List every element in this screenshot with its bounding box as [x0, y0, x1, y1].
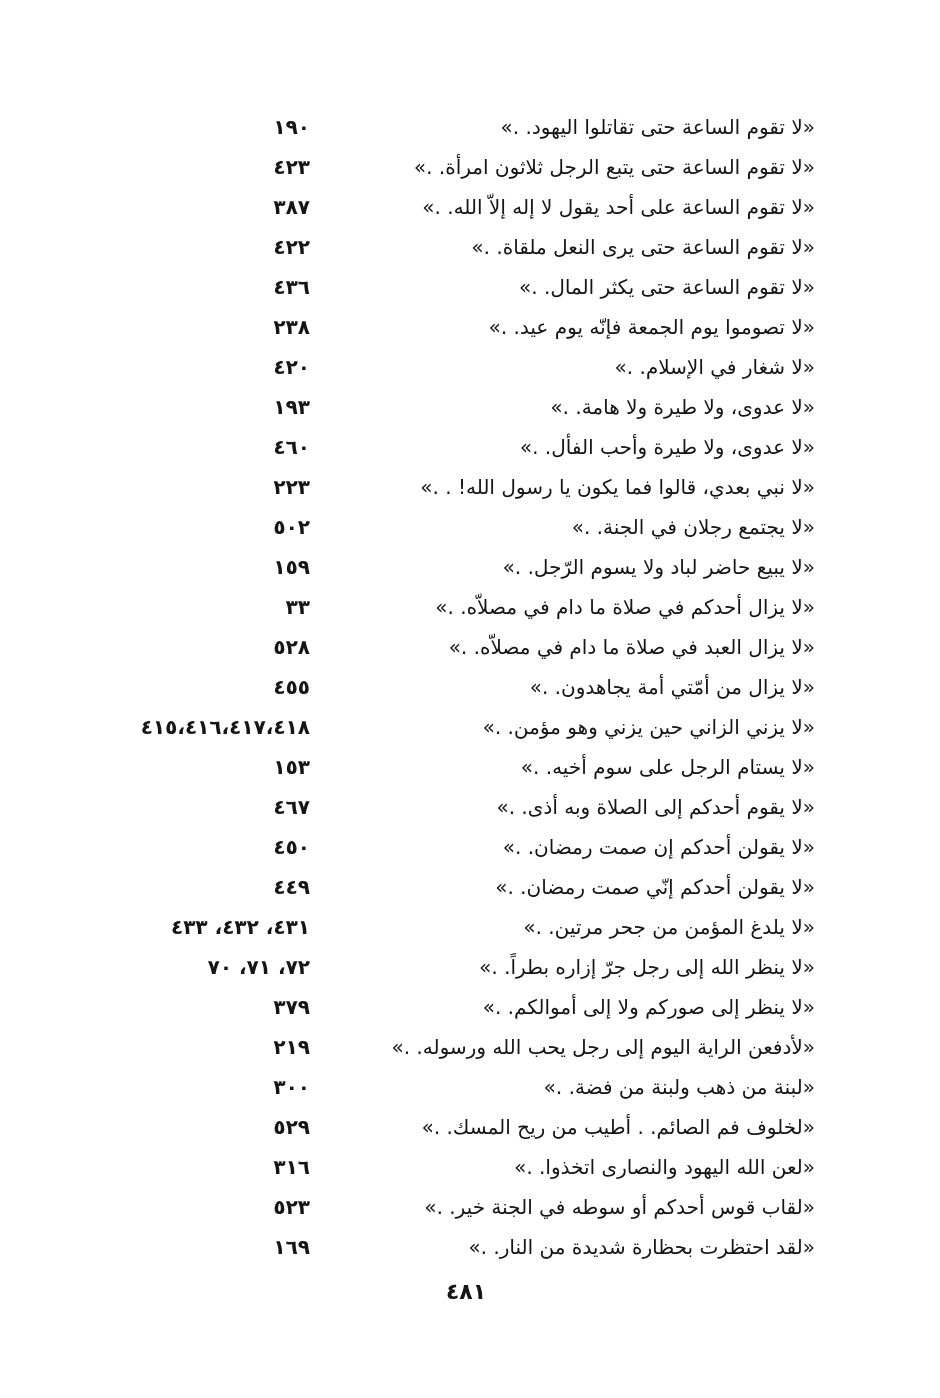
index-row — [0, 747, 940, 787]
page-references: ٤٢٢ — [273, 235, 310, 259]
index-row — [0, 1227, 940, 1267]
page-references: ١٥٩ — [273, 555, 310, 579]
hadith-text: «لا يستام الرجل على سوم أخيه. .» — [520, 755, 815, 779]
index-row — [0, 907, 940, 947]
hadith-text: «لا عدوى، ولا طيرة وأحب الفأل. .» — [519, 435, 815, 459]
index-row — [0, 587, 940, 627]
page-references: ٤٥٥ — [273, 675, 310, 699]
page-references: ٤٦٧ — [273, 795, 310, 819]
page-references: ١٥٣ — [273, 755, 310, 779]
page-references: ٣٣ — [285, 595, 310, 619]
page-references: ٥٢٨ — [273, 635, 310, 659]
hadith-text: «لا تقوم الساعة حتى يتبع الرجل ثلاثون امرأة. .» — [413, 155, 815, 179]
page-references: ٧٢، ٧١، ٧٠ — [207, 955, 310, 979]
index-row — [0, 147, 940, 187]
hadith-text: «لا تقوم الساعة على أحد يقول لا إله إلاّ الله. .» — [422, 195, 815, 219]
index-row — [0, 307, 940, 347]
page-references: ٢١٩ — [273, 1035, 310, 1059]
index-row — [0, 507, 940, 547]
hadith-text: «لا تقوم الساعة حتى يكثر المال. .» — [519, 275, 815, 299]
hadith-text: «لا تصوموا يوم الجمعة فإنّه يوم عيد. .» — [488, 315, 815, 339]
page-references: ٥٢٩ — [273, 1115, 310, 1139]
index-row — [0, 707, 940, 747]
page-references: ٣١٦ — [273, 1155, 310, 1179]
page-references: ٣٠٠ — [273, 1075, 310, 1099]
index-row — [0, 1067, 940, 1107]
index-row — [0, 467, 940, 507]
page-references: ٣٨٧ — [273, 195, 310, 219]
page-references: ٤٢٠ — [273, 355, 310, 379]
index-row — [0, 1027, 940, 1067]
page-references: ٢٣٨ — [273, 315, 310, 339]
hadith-text: «لا يلدغ المؤمن من جحر مرتين. .» — [523, 915, 815, 939]
hadith-text: «لا يبيع حاضر لباد ولا يسوم الرّجل. .» — [502, 555, 815, 579]
hadith-text: «لا يزال أحدكم في صلاة ما دام في مصلاّه. .» — [435, 595, 815, 619]
page-references: ٤٤٩ — [273, 875, 310, 899]
page-references: ٤٦٠ — [273, 435, 310, 459]
index-row — [0, 1187, 940, 1227]
hadith-text: «لا ينظر الله إلى رجل جرّ إزاره بطراً. .» — [479, 955, 815, 979]
hadith-text: «لعن الله اليهود والنصارى اتخذوا. .» — [514, 1155, 815, 1179]
page-references: ٤١٥،٤١٦،٤١٧،٤١٨ — [140, 715, 310, 739]
index-row — [0, 187, 940, 227]
index-row — [0, 547, 940, 587]
hadith-text: «لا تقوم الساعة حتى يرى النعل ملقاة. .» — [471, 235, 815, 259]
page-references: ٣٧٩ — [273, 995, 310, 1019]
index-row — [0, 827, 940, 867]
hadith-text: «لا تقوم الساعة حتى تقاتلوا اليهود. .» — [500, 115, 815, 139]
index-row — [0, 267, 940, 307]
index-row — [0, 427, 940, 467]
page-references: ٤٢٣ — [273, 155, 310, 179]
hadith-text: «لا يزني الزاني حين يزني وهو مؤمن. .» — [482, 715, 815, 739]
page-references: ٤٥٠ — [273, 835, 310, 859]
index-row — [0, 627, 940, 667]
page-references: ٤٣٦ — [273, 275, 310, 299]
index-row — [0, 787, 940, 827]
page-references: ٢٢٣ — [273, 475, 310, 499]
page-references: ١٩٣ — [273, 395, 310, 419]
hadith-text: «لا ينظر إلى صوركم ولا إلى أموالكم. .» — [482, 995, 815, 1019]
page-references: ٤٣١، ٤٣٢، ٤٣٣ — [171, 915, 310, 939]
hadith-text: «لأدفعن الراية اليوم إلى رجل يحب الله ورسوله. .» — [391, 1035, 815, 1059]
page-references: ١٩٠ — [273, 115, 310, 139]
hadith-text: «لا يقولن أحدكم إن صمت رمضان. .» — [502, 835, 815, 859]
index-row — [0, 1147, 940, 1187]
index-row — [0, 227, 940, 267]
hadith-text: «لقاب قوس أحدكم أو سوطه في الجنة خير. .» — [424, 1195, 815, 1219]
page-references: ٥٢٣ — [273, 1195, 310, 1219]
page-references: ١٦٩ — [273, 1235, 310, 1259]
index-row — [0, 107, 940, 147]
page-references: ٥٠٢ — [273, 515, 310, 539]
page-number: ٤٨١ — [445, 1280, 487, 1305]
hadith-index-list — [0, 107, 940, 1267]
index-row — [0, 1107, 940, 1147]
index-row — [0, 347, 940, 387]
hadith-text: «لبنة من ذهب ولبنة من فضة. .» — [543, 1075, 815, 1099]
hadith-text: «لا يقولن أحدكم إنّي صمت رمضان. .» — [495, 875, 815, 899]
hadith-text: «لا يزال العبد في صلاة ما دام في مصلاّه. .» — [448, 635, 815, 659]
hadith-text: «لا عدوى، ولا طيرة ولا هامة. .» — [550, 395, 815, 419]
hadith-text: «لقد احتظرت بحظارة شديدة من النار. .» — [468, 1235, 815, 1259]
index-row — [0, 387, 940, 427]
hadith-text: «لا شغار في الإسلام. .» — [614, 355, 815, 379]
index-row — [0, 667, 940, 707]
index-row — [0, 947, 940, 987]
hadith-text: «لا يجتمع رجلان في الجنة. .» — [571, 515, 815, 539]
index-row — [0, 867, 940, 907]
hadith-text: «لا يقوم أحدكم إلى الصلاة وبه أذى. .» — [496, 795, 815, 819]
hadith-text: «لا يزال من أمّتي أمة يجاهدون. .» — [529, 675, 815, 699]
index-row — [0, 987, 940, 1027]
hadith-text: «لخلوف فم الصائم. . أطيب من ريح المسك. .» — [421, 1115, 815, 1139]
hadith-text: «لا نبي بعدي، قالوا فما يكون يا رسول الله! . .» — [420, 475, 815, 499]
